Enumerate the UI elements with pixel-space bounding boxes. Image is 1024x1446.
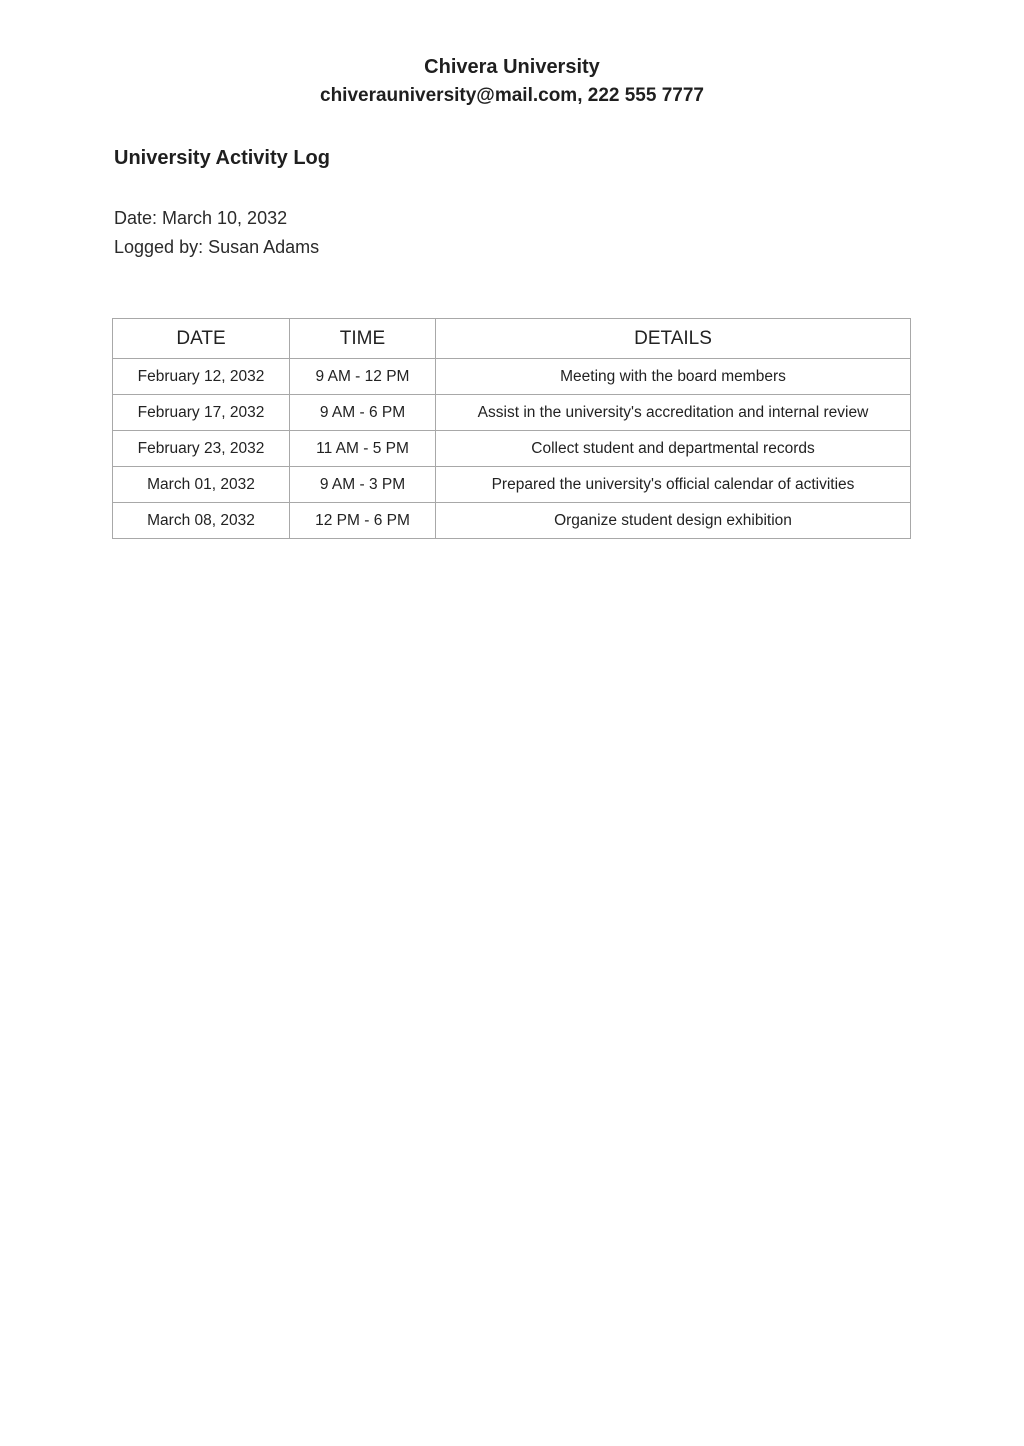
cell-details: Meeting with the board members (436, 359, 911, 395)
column-header-time: TIME (290, 319, 436, 359)
table-header-row (113, 319, 911, 359)
cell-details: Organize student design exhibition (436, 503, 911, 539)
log-date: Date: March 10, 2032 (114, 208, 288, 228)
cell-time: 9 AM - 6 PM (290, 395, 436, 431)
cell-time: 11 AM - 5 PM (290, 431, 436, 467)
cell-details: Assist in the university's accreditation and internal review (436, 395, 911, 431)
column-header-date: DATE (113, 319, 290, 359)
table-row (113, 431, 911, 467)
cell-details: Collect student and departmental records (436, 431, 911, 467)
table-row (113, 359, 911, 395)
cell-date: February 12, 2032 (113, 359, 290, 395)
activity-log-table (112, 318, 911, 539)
table-row (113, 467, 911, 503)
document-title: University Activity Log (114, 147, 330, 169)
cell-date: February 23, 2032 (113, 431, 290, 467)
cell-date: February 17, 2032 (113, 395, 290, 431)
cell-time: 9 AM - 12 PM (290, 359, 436, 395)
cell-date: March 01, 2032 (113, 467, 290, 503)
cell-details: Prepared the university's official calendar of activities (436, 467, 911, 503)
cell-date: March 08, 2032 (113, 503, 290, 539)
column-header-details: DETAILS (436, 319, 911, 359)
table-row (113, 503, 911, 539)
cell-time: 9 AM - 3 PM (290, 467, 436, 503)
organization-contact: chiverauniversity@mail.com, 222 555 7777 (320, 85, 704, 106)
table-row (113, 395, 911, 431)
logged-by: Logged by: Susan Adams (114, 237, 320, 257)
cell-time: 12 PM - 6 PM (290, 503, 436, 539)
organization-name: Chivera University (424, 56, 600, 78)
